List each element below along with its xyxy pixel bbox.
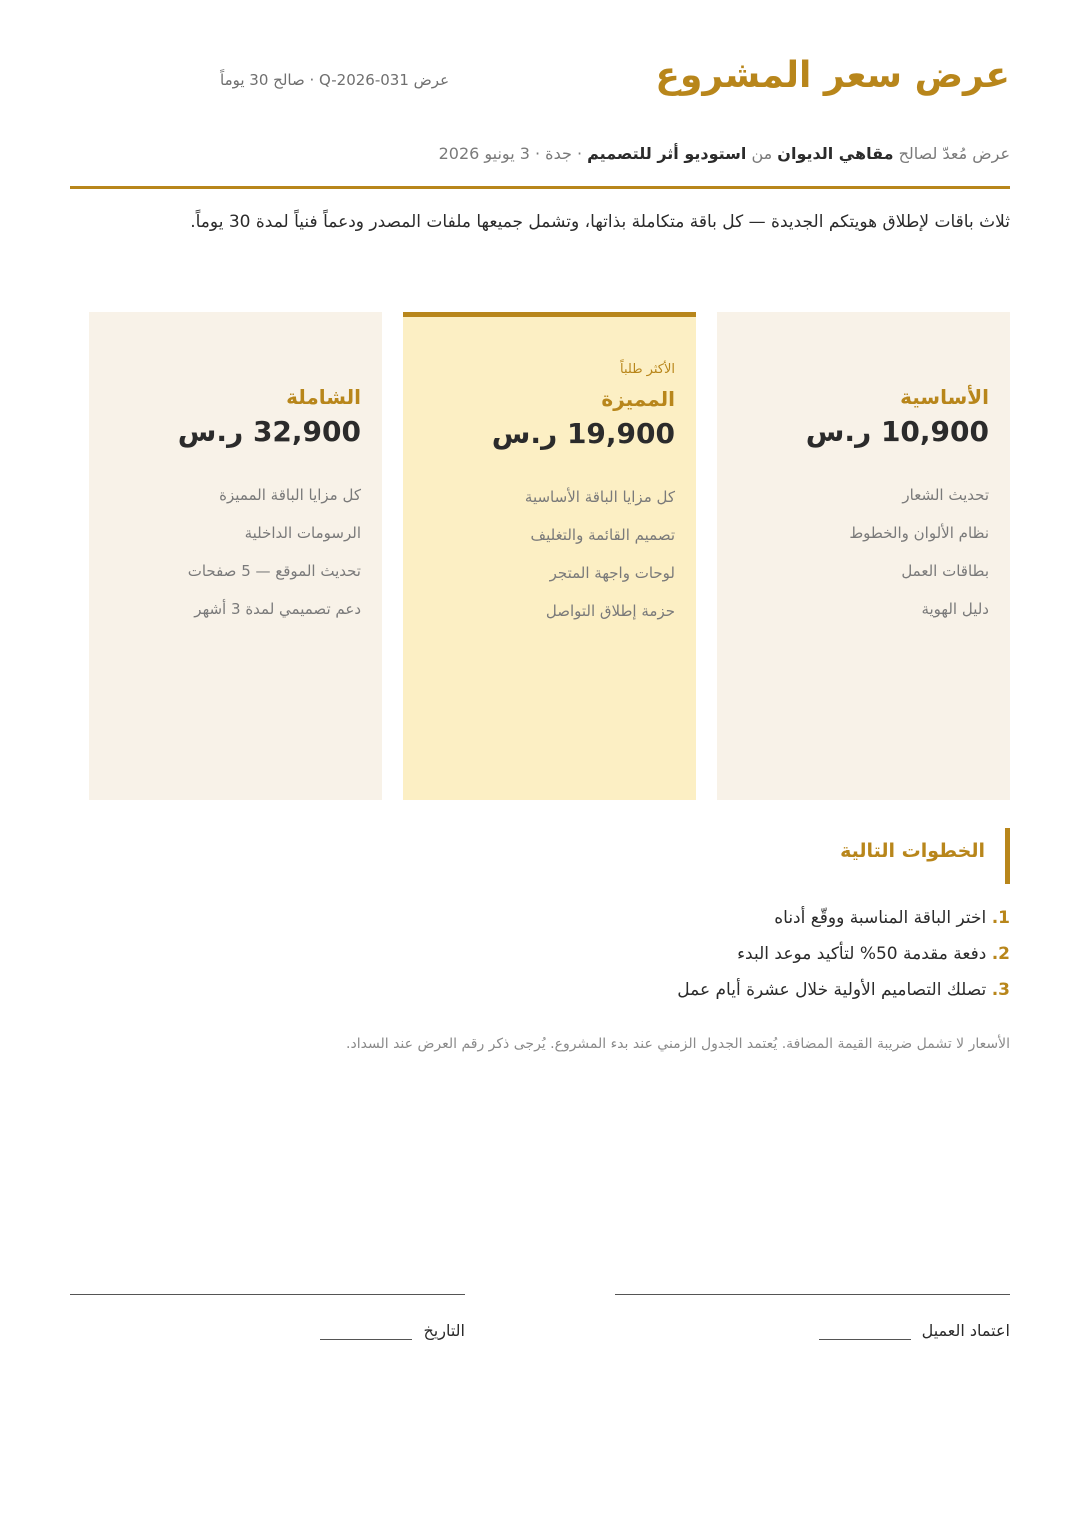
feature-item: دعم تصميمي لمدة 3 أشهر [194, 600, 361, 618]
quote-reference: عرض Q-2026-031 · صالح 30 يوماً [220, 71, 450, 89]
step-text: اختر الباقة المناسبة ووقّع أدناه [774, 908, 992, 928]
feature-item: تحديث الشعار [902, 486, 989, 504]
date-signature-field[interactable] [70, 1294, 465, 1345]
disclaimer-text: الأسعار لا تشمل ضريبة القيمة المضافة. يُعتمد الجدول الزمني عند بدء المشروع. يُرجى ذكر رقم العرض عند السداد. [346, 1036, 1010, 1052]
package-card-basic[interactable] [717, 312, 1010, 800]
step-number: 1. [991, 908, 1010, 928]
subline-from: من [746, 144, 778, 163]
quote-page [70, 0, 1010, 1525]
step-number: 3. [991, 980, 1010, 1000]
header-divider [70, 186, 1010, 189]
intro-text: ثلاث باقات لإطلاق هويتكم الجديدة — كل باقة متكاملة بذاتها، وتشمل جميعها ملفات المصدر ودعماً فنياً لمدة 30 يوماً. [190, 212, 1010, 232]
feature-item: دليل الهوية [921, 600, 989, 618]
feature-list [424, 486, 675, 638]
step-number: 2. [991, 944, 1010, 964]
feature-item: لوحات واجهة المتجر [549, 564, 675, 582]
signature-blank-line [819, 1325, 911, 1340]
feature-item: حزمة إطلاق التواصل [545, 602, 675, 620]
step-item [70, 978, 1010, 1014]
step-item [70, 942, 1010, 978]
package-price: 19,900 ر.س [491, 417, 675, 450]
package-name: المميزة [601, 387, 675, 411]
feature-item: تحديث الموقع — 5 صفحات [187, 562, 361, 580]
client-approval-label: اعتماد العميل [921, 1321, 1010, 1340]
step-text: دفعة مقدمة 50% لتأكيد موعد البدء [737, 944, 992, 964]
subline-prefix: عرض مُعدّ لصالح [893, 144, 1010, 163]
step-text: تصلك التصاميم الأولية خلال عشرة أيام عمل [677, 980, 992, 1000]
feature-list [110, 484, 361, 636]
page-title: عرض سعر المشروع [655, 55, 1010, 96]
package-price: 32,900 ر.س [177, 415, 361, 448]
date-label: التاريخ [423, 1321, 465, 1340]
client-signature-field[interactable] [615, 1294, 1010, 1345]
feature-item: كل مزايا الباقة المميزة [219, 486, 361, 504]
client-name: مقاهي الديوان [777, 144, 894, 163]
next-steps-title: الخطوات التالية [840, 840, 985, 862]
studio-name: استوديو أثر للتصميم [587, 144, 747, 163]
next-steps-section [70, 828, 1010, 1014]
step-item [70, 906, 1010, 942]
signature-label [320, 1321, 465, 1340]
package-price: 10,900 ر.س [805, 415, 989, 448]
popular-badge: الأكثر طلباً [620, 362, 675, 377]
package-name: الشاملة [286, 385, 361, 409]
feature-item: نظام الألوان والخطوط [849, 524, 989, 542]
subline-suffix: · جدة · 3 يونيو 2026 [438, 144, 588, 163]
package-name: الأساسية [900, 385, 989, 409]
header [70, 55, 1010, 105]
package-card-featured[interactable] [403, 312, 696, 800]
feature-list [738, 484, 989, 636]
package-card-complete[interactable] [89, 312, 382, 800]
feature-item: الرسومات الداخلية [244, 524, 361, 542]
prepared-for-line [439, 144, 1010, 163]
next-steps-header [70, 828, 1010, 884]
steps-list [70, 906, 1010, 1014]
feature-item: تصميم القائمة والتغليف [530, 526, 675, 544]
date-blank-line [320, 1325, 412, 1340]
packages-grid [70, 312, 1010, 800]
feature-item: كل مزايا الباقة الأساسية [524, 488, 675, 506]
feature-item: بطاقات العمل [901, 562, 989, 580]
signature-label [819, 1321, 1010, 1340]
